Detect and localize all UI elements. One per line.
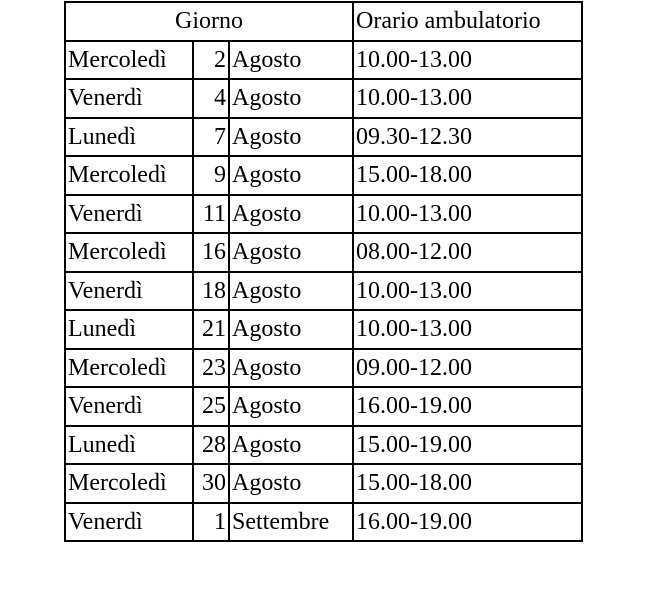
day-cell: Venerdì [65, 195, 193, 234]
month-cell: Agosto [229, 349, 353, 388]
month-cell: Agosto [229, 310, 353, 349]
date-number-cell: 28 [193, 426, 229, 465]
hours-cell: 16.00-19.00 [353, 503, 582, 542]
date-number-cell: 18 [193, 272, 229, 311]
month-cell: Agosto [229, 156, 353, 195]
hours-cell: 09.00-12.00 [353, 349, 582, 388]
header-giorno: Giorno [65, 2, 353, 41]
day-cell: Mercoledì [65, 464, 193, 503]
date-number-cell: 7 [193, 118, 229, 157]
header-row [65, 2, 582, 41]
month-cell: Agosto [229, 272, 353, 311]
month-cell: Agosto [229, 118, 353, 157]
day-cell: Lunedì [65, 426, 193, 465]
schedule-table [64, 1, 583, 542]
table-row [65, 79, 582, 118]
month-cell: Settembre [229, 503, 353, 542]
date-number-cell: 16 [193, 233, 229, 272]
date-number-cell: 9 [193, 156, 229, 195]
hours-cell: 10.00-13.00 [353, 310, 582, 349]
hours-cell: 09.30-12.30 [353, 118, 582, 157]
table-row [65, 233, 582, 272]
day-cell: Venerdì [65, 503, 193, 542]
day-cell: Lunedì [65, 310, 193, 349]
hours-cell: 15.00-19.00 [353, 426, 582, 465]
day-cell: Venerdì [65, 387, 193, 426]
hours-cell: 08.00-12.00 [353, 233, 582, 272]
hours-cell: 10.00-13.00 [353, 79, 582, 118]
date-number-cell: 23 [193, 349, 229, 388]
date-number-cell: 1 [193, 503, 229, 542]
month-cell: Agosto [229, 41, 353, 80]
hours-cell: 15.00-18.00 [353, 464, 582, 503]
month-cell: Agosto [229, 195, 353, 234]
day-cell: Mercoledì [65, 41, 193, 80]
table-row [65, 349, 582, 388]
month-cell: Agosto [229, 79, 353, 118]
day-cell: Venerdì [65, 79, 193, 118]
table-row [65, 41, 582, 80]
table-row [65, 118, 582, 157]
table-row [65, 464, 582, 503]
hours-cell: 15.00-18.00 [353, 156, 582, 195]
month-cell: Agosto [229, 464, 353, 503]
month-cell: Agosto [229, 426, 353, 465]
table-row [65, 387, 582, 426]
month-cell: Agosto [229, 387, 353, 426]
date-number-cell: 4 [193, 79, 229, 118]
table-row [65, 426, 582, 465]
header-orario: Orario ambulatorio [353, 2, 582, 41]
day-cell: Mercoledì [65, 349, 193, 388]
date-number-cell: 2 [193, 41, 229, 80]
table-row [65, 195, 582, 234]
date-number-cell: 30 [193, 464, 229, 503]
hours-cell: 10.00-13.00 [353, 41, 582, 80]
table-row [65, 272, 582, 311]
table-row [65, 310, 582, 349]
hours-cell: 10.00-13.00 [353, 195, 582, 234]
date-number-cell: 25 [193, 387, 229, 426]
day-cell: Lunedì [65, 118, 193, 157]
day-cell: Venerdì [65, 272, 193, 311]
hours-cell: 10.00-13.00 [353, 272, 582, 311]
date-number-cell: 11 [193, 195, 229, 234]
month-cell: Agosto [229, 233, 353, 272]
hours-cell: 16.00-19.00 [353, 387, 582, 426]
schedule-rows [65, 41, 582, 542]
table-row [65, 156, 582, 195]
date-number-cell: 21 [193, 310, 229, 349]
table-row [65, 503, 582, 542]
day-cell: Mercoledì [65, 233, 193, 272]
day-cell: Mercoledì [65, 156, 193, 195]
